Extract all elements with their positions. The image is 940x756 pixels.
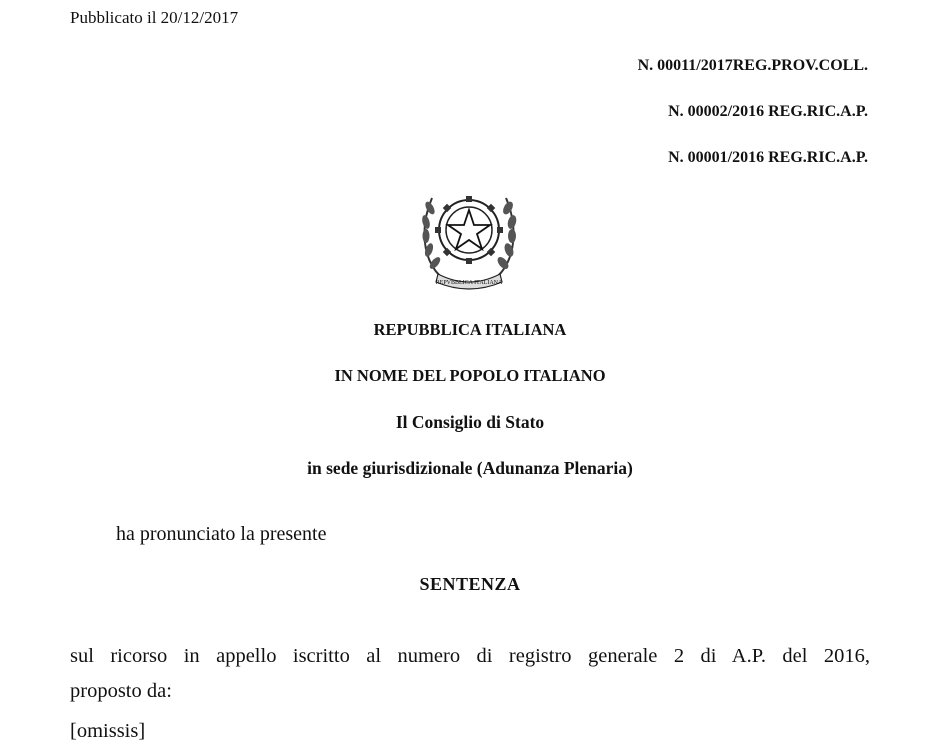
reference-number: N. 00001/2016 REG.RIC.A.P. [668, 149, 868, 166]
heading-people: IN NOME DEL POPOLO ITALIANO [334, 366, 606, 385]
heading-council: Il Consiglio di Stato [395, 412, 545, 432]
publication-date: Pubblicato il 20/12/2017 [70, 8, 239, 27]
omitted-party: [omissis] [70, 720, 146, 742]
intro-text: ha pronunciato la presente [116, 523, 327, 545]
verdict-title: SENTENZA [419, 574, 521, 594]
svg-text:REPVBBLICA ITALIANA: REPVBBLICA ITALIANA [435, 280, 503, 286]
reference-numbers [638, 56, 868, 194]
heading-jurisdiction: in sede giurisdizionale (Adunanza Plenaria) [307, 458, 633, 478]
italian-republic-emblem-icon [418, 178, 520, 290]
body-paragraph: proposto da: [70, 680, 172, 702]
body-paragraph: sul ricorso in appello iscritto al numero di registro generale 2 di A.P. del 2016, [70, 645, 870, 667]
heading-republic: REPUBBLICA ITALIANA [373, 320, 567, 339]
reference-number: N. 00002/2016 REG.RIC.A.P. [668, 103, 868, 120]
reference-number: N. 00011/2017REG.PROV.COLL. [637, 57, 868, 74]
